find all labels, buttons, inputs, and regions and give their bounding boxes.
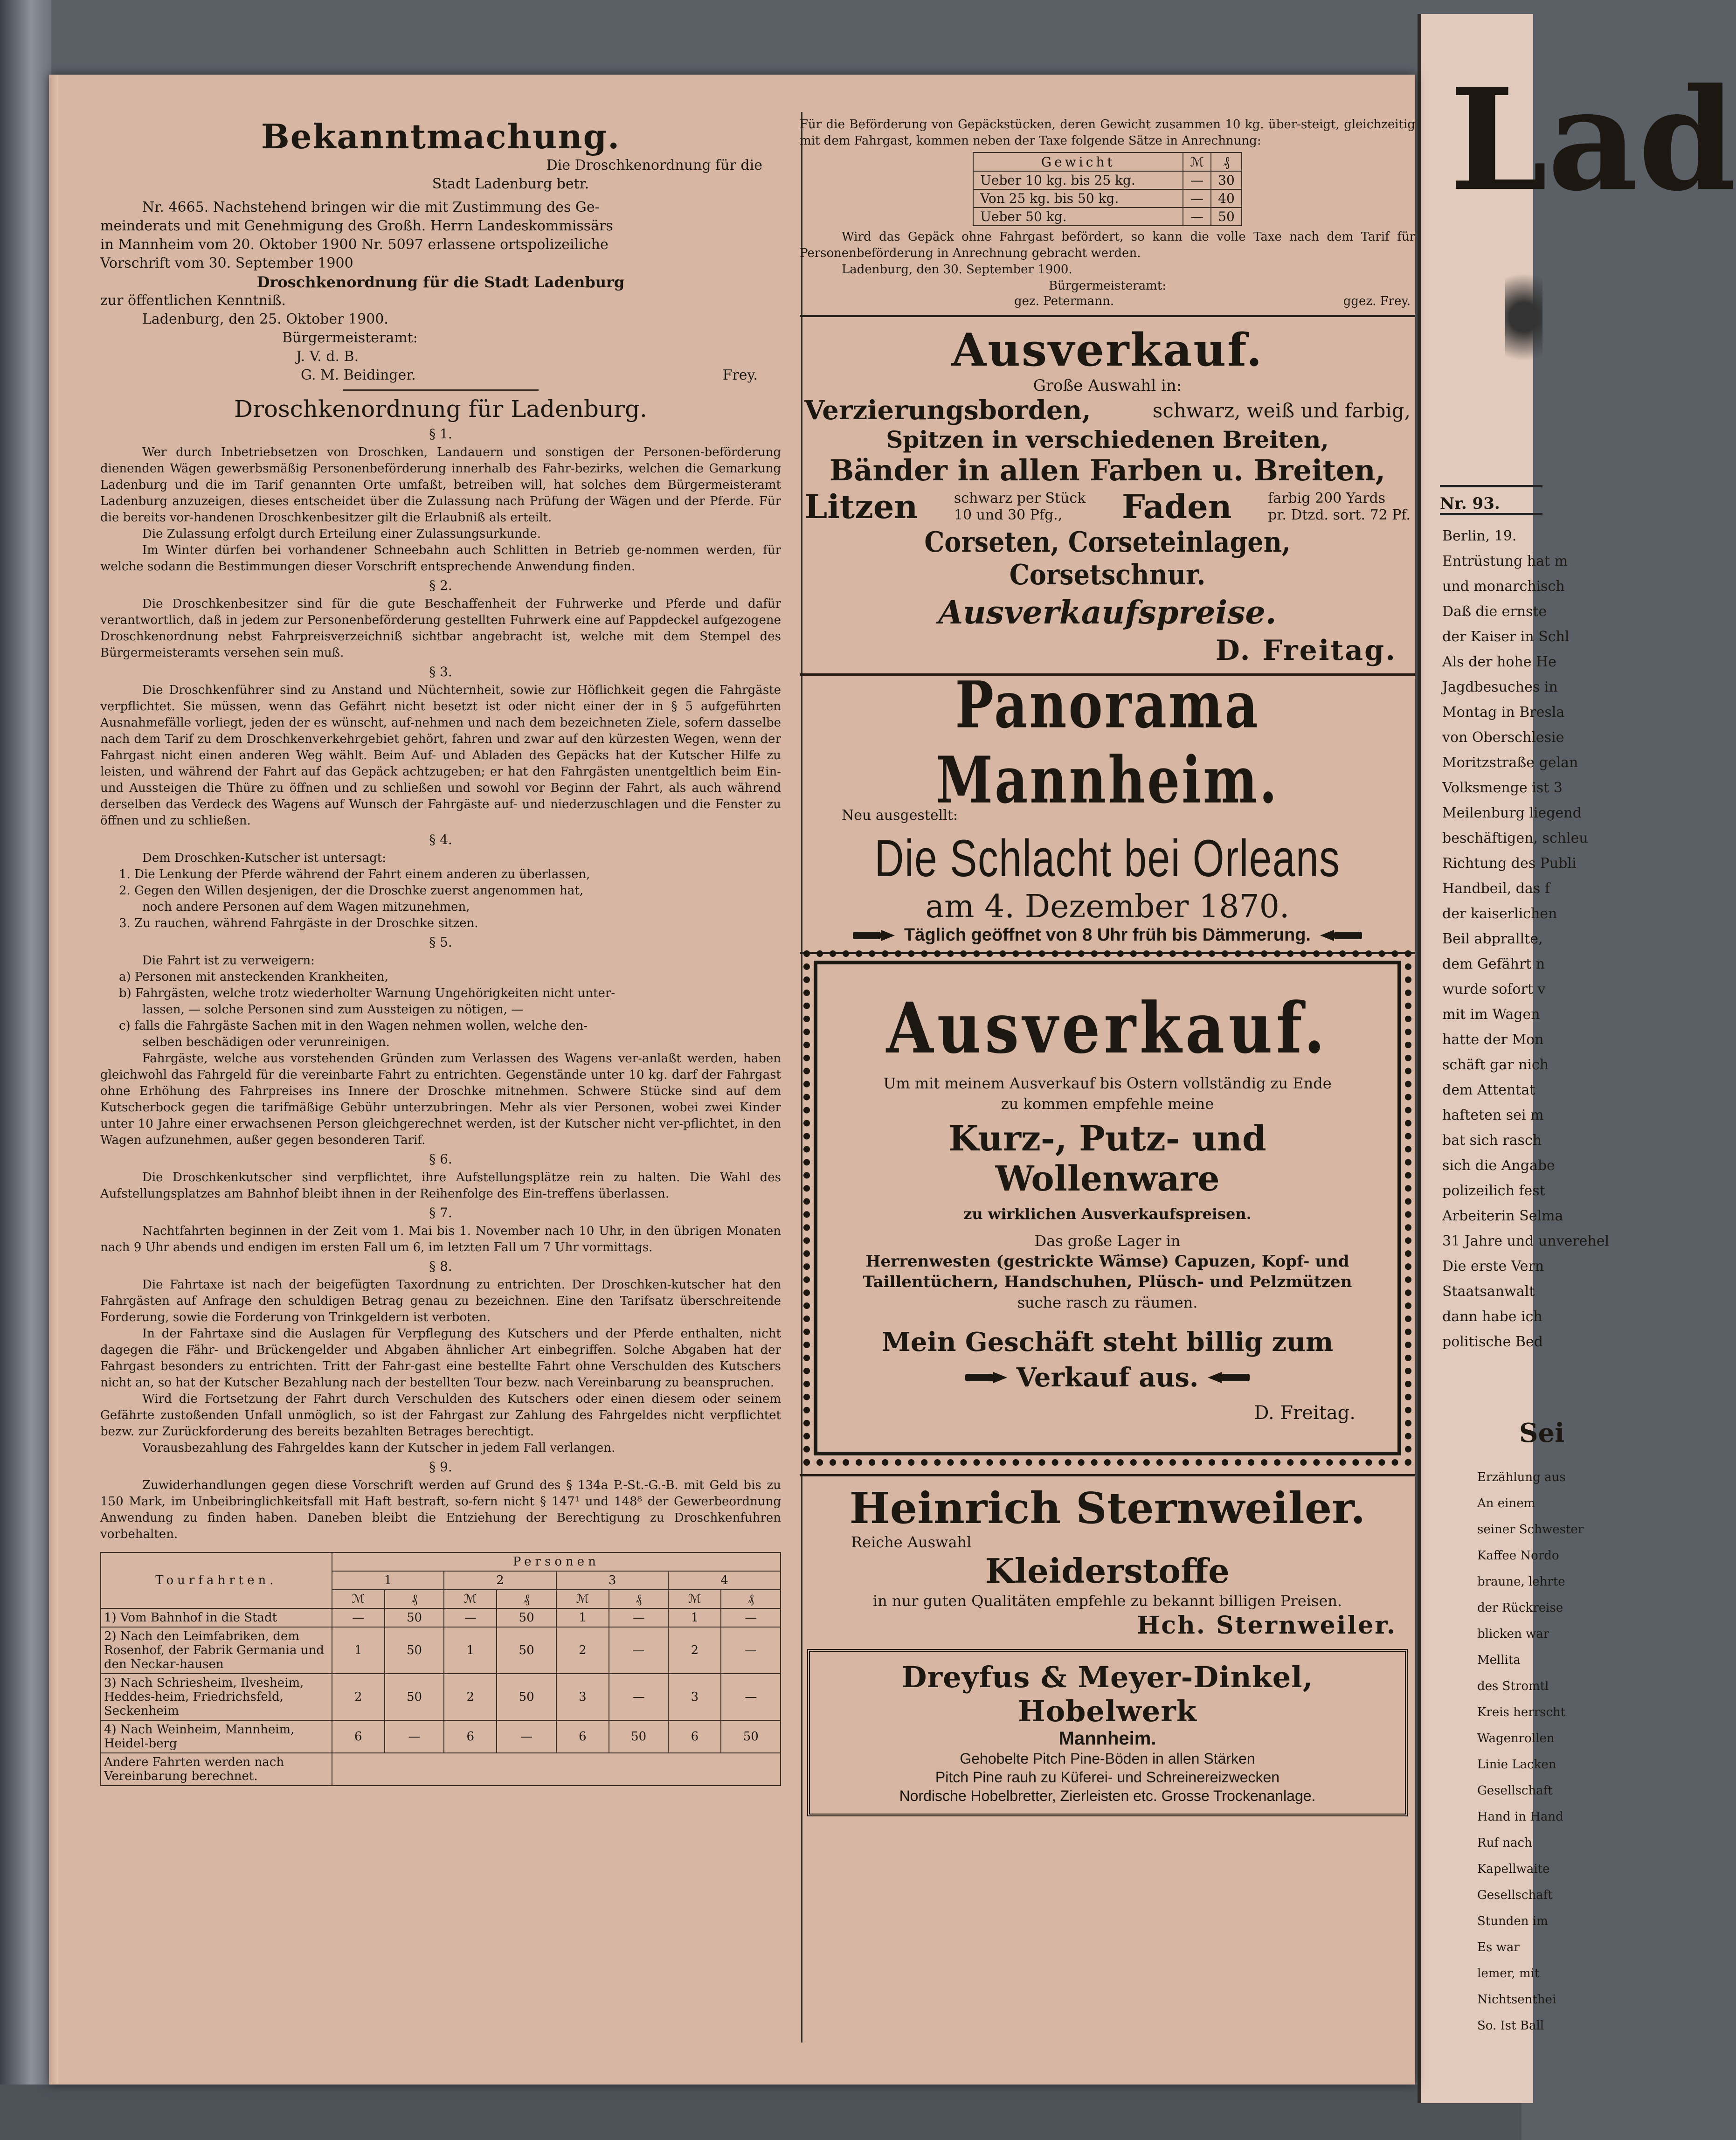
ad2-hours-row xyxy=(800,925,1415,945)
weight-fee: 50 xyxy=(1211,208,1242,226)
fare-cell: 50 xyxy=(385,1627,444,1674)
section-heading: § 4. xyxy=(429,832,452,847)
fare-cell: — xyxy=(609,1608,668,1627)
next-page-line: Volksmenge ist 3 xyxy=(1442,780,1563,796)
section-heading: § 5. xyxy=(429,935,452,950)
list-item: 2. Gegen den Willen desjenigen, der die Droschke zuerst angenommen hat, xyxy=(119,884,584,898)
intro-line: in Mannheim vom 20. Oktober 1900 Nr. 5097 erlassene ortspolizeiliche xyxy=(100,236,609,253)
section-8-paragraph: Wird die Fortsetzung der Fahrt durch Verschulden des Kutschers oder einen diesem oder seinem Gefährte zustoßenden Unfall unmöglich, so ist der Fahrgast zur Zahlung des Fahrgeldes nicht verpflichtet bezw. zur Zurückforderung des bereits bezahlten Betrages berechtigt. xyxy=(100,1392,781,1439)
fare-cell: — xyxy=(721,1627,781,1674)
weight-range: Ueber 10 kg. bis 25 kg. xyxy=(973,171,1183,189)
list-item: 1. Die Lenkung der Pferde während der Fahrt einem anderen zu überlassen, xyxy=(119,867,590,881)
tour-route: 4) Nach Weinheim, Mannheim, Heidel-berg xyxy=(101,1720,332,1753)
next-page-line: hafteten sei m xyxy=(1442,1107,1544,1123)
next-page-line: der Kaiser in Schl xyxy=(1442,629,1570,645)
intro-line: Vorschrift vom 30. September 1900 xyxy=(100,255,353,271)
fare-cell: 6 xyxy=(444,1720,497,1753)
weight-header: Gewicht xyxy=(973,152,1183,171)
section-8-paragraph: In der Fahrtaxe sind die Auslagen für Verpflegung des Kutschers und der Pferde enthalten, nicht dagegen die Fähr- und Brückengelder und Abgaben ähnlicher Art einbegriffen. Solche Abgaben hat der Fahrgast besonders zu entrichten. Tritt der Fahr-gast eine bestellte Fahrt ohne Verschulden des Kutschers nicht an, so hat der Kutscher Bezahlung nach der bestellten Tour bezw. nach Vereinbarung zu beanspruchen. xyxy=(100,1327,781,1390)
person-count: 3 xyxy=(556,1571,669,1590)
fare-cell: 6 xyxy=(668,1720,721,1753)
ad4-goods: Kleiderstoffe xyxy=(985,1551,1230,1591)
ad3-stock: Das große Lager in xyxy=(1034,1232,1181,1250)
pointing-hand-icon xyxy=(853,927,895,944)
next-page-line: wurde sofort v xyxy=(1442,981,1546,997)
fare-cell: 3 xyxy=(556,1674,609,1720)
publicity-line: zur öffentlichen Kenntniß. xyxy=(100,292,286,309)
fare-cell: 50 xyxy=(385,1608,444,1627)
next-page-line: Als der hohe He xyxy=(1442,654,1556,670)
list-item: selben beschädigen oder verunreinigen. xyxy=(142,1035,390,1049)
section-4-intro: Dem Droschken-Kutscher ist untersagt: xyxy=(142,851,386,865)
weight-fee: — xyxy=(1183,208,1211,226)
pfennig-unit: ₰ xyxy=(497,1590,556,1608)
ad3-items-1: Herrenwesten (gestrickte Wämse) Capuzen, Kopf- und xyxy=(865,1252,1349,1271)
tour-route: 1) Vom Bahnhof in die Stadt xyxy=(101,1608,332,1627)
ad3-items-3: suche rasch zu räumen. xyxy=(1017,1294,1198,1311)
ad3-signature: D. Freitag. xyxy=(1254,1402,1356,1424)
ad2-title: Panorama Mannheim. xyxy=(936,667,1279,818)
ad1-lace: Spitzen in verschiedenen Breiten, xyxy=(886,426,1329,453)
ad-ausverkauf-framed xyxy=(814,961,1401,1455)
weight-fee: — xyxy=(1183,189,1211,208)
next-page-line: blicken war xyxy=(1477,1627,1549,1641)
ad2-battle: Die Schlacht bei Orleans xyxy=(874,829,1341,887)
next-page-rule xyxy=(1440,485,1542,487)
fare-cell: — xyxy=(497,1720,556,1753)
fare-cell: 50 xyxy=(609,1720,668,1753)
next-page-line: Die erste Vern xyxy=(1442,1258,1544,1274)
section-4-list xyxy=(100,866,781,932)
fare-cell: — xyxy=(721,1608,781,1627)
ad3-slogan-2: Verkauf aus. xyxy=(1016,1362,1199,1393)
next-page-line: Meilenburg liegend xyxy=(1442,805,1582,821)
next-page-line: Kreis herrscht xyxy=(1477,1705,1566,1719)
section-6-paragraph: Die Droschkenkutscher sind verpflichtet, ihre Aufstellungsplätze rein zu halten. Die Wahl des Aufstellungsplatzes am Bahnhof bleibt ihnen in der Reihenfolge des Ein-treffens überlassen. xyxy=(100,1170,781,1201)
fare-cell: 50 xyxy=(385,1674,444,1720)
person-count: 1 xyxy=(332,1571,444,1590)
baggage-weight-table xyxy=(973,152,1242,226)
section-8-paragraph: Vorausbezahlung des Fahrgeldes kann der Kutscher in jedem Fall verlangen. xyxy=(142,1441,616,1455)
ad3-slogan-1: Mein Geschäft steht billig zum xyxy=(881,1327,1334,1357)
next-page-line: Kapellwaite xyxy=(1477,1862,1550,1876)
next-page-line: von Oberschlesie xyxy=(1442,729,1564,746)
ad1-subtitle: Große Auswahl in: xyxy=(1033,376,1182,395)
left-column xyxy=(100,117,781,1786)
next-page-line: politische Bed xyxy=(1442,1334,1543,1350)
announcement-title: Bekanntmachung. xyxy=(261,117,621,156)
next-page-line: hatte der Mon xyxy=(1442,1032,1544,1048)
ad1-litzen-price-b: 10 und 30 Pfg., xyxy=(954,506,1063,523)
next-page-line: Montag in Bresla xyxy=(1442,704,1565,720)
baggage-office: Bürgermeisteramt: xyxy=(1048,279,1167,293)
weight-range: Von 25 kg. bis 50 kg. xyxy=(973,189,1183,208)
ad4-title: Heinrich Sternweiler. xyxy=(849,1483,1366,1533)
ad5-line-1: Gehobelte Pitch Pine-Böden in allen Stärken xyxy=(960,1750,1255,1767)
next-page-line: Jagdbesuches in xyxy=(1442,679,1558,695)
ad3-title: Ausverkauf. xyxy=(886,987,1329,1069)
office-label: Bürgermeisteramt: xyxy=(282,330,418,346)
pointing-hand-icon xyxy=(965,1369,1007,1386)
ad4-text: in nur guten Qualitäten empfehle zu bekannt billigen Preisen. xyxy=(872,1592,1342,1610)
intro-line: Nr. 4665. Nachstehend bringen wir die mit Zustimmung des Ge- xyxy=(142,199,600,215)
page-edge xyxy=(49,75,58,2085)
fare-cell: 2 xyxy=(668,1627,721,1674)
mark-unit: ℳ xyxy=(332,1590,385,1608)
next-page-line: schäft gar nich xyxy=(1442,1057,1549,1073)
announcement-date: Ladenburg, den 25. Oktober 1900. xyxy=(142,311,388,327)
tour-table-body xyxy=(101,1608,781,1753)
ad1-signature: D. Freitag. xyxy=(1215,634,1397,667)
baggage-signer-2: ggez. Frey. xyxy=(1343,294,1411,308)
fare-cell: 1 xyxy=(556,1608,609,1627)
ad3-text-1: Um mit meinem Ausverkauf bis Ostern vollständig zu Ende xyxy=(883,1074,1332,1092)
ad3-slogan-row xyxy=(841,1362,1374,1393)
fare-cell: 50 xyxy=(497,1608,556,1627)
section-heading: § 8. xyxy=(429,1259,452,1274)
section-heading: § 9. xyxy=(429,1459,452,1475)
next-page-line: So. Ist Ball xyxy=(1477,2019,1544,2033)
weight-fee: 30 xyxy=(1211,171,1242,189)
fare-cell: — xyxy=(609,1627,668,1674)
next-page-line: bat sich rasch xyxy=(1442,1132,1542,1149)
next-page-line: Wagenrollen xyxy=(1477,1731,1555,1745)
section-heading: § 1. xyxy=(429,426,452,442)
ad-divider xyxy=(800,952,1415,954)
section-7-paragraph: Nachtfahrten beginnen in der Zeit vom 1. Mai bis 1. November nach 10 Uhr, in den übrigen Monaten nach 9 Uhr abends und endigen im ersten Fall um 6, im letzten Fall um 7 Uhr vormittags. xyxy=(100,1224,781,1254)
fare-cell: 1 xyxy=(332,1627,385,1674)
ad2-date: am 4. Dezember 1870. xyxy=(925,888,1290,925)
next-page-line: polizeilich fest xyxy=(1442,1183,1545,1199)
persons-header: Personen xyxy=(332,1552,781,1571)
next-page-line: dann habe ich xyxy=(1442,1309,1542,1325)
tour-column-header: Tourfahrten. xyxy=(101,1552,332,1608)
coat-of-arms-icon xyxy=(1505,247,1542,387)
fare-cell: — xyxy=(609,1674,668,1720)
next-page-line: Beil abprallte, xyxy=(1442,931,1543,947)
section-paragraph: Die Droschkenführer sind zu Anstand und Nüchternheit, sowie zur Höflichkeit gegen die Fahrgäste verpflichtet. Sie müssen, wenn das Gefährt nicht besetzt ist oder nicht einer der in § 5 aufgeführten Ausnahmefälle vorliegt, jeden der es wünscht, auf-nehmen und nach dem bezeichneten Ziele, sofern dasselbe nach dem Tarif zu dem Droschkenverkehrgebiet gehört, fahren und zwar auf den kürzesten Wegen, wenn der Fahrgast nicht einen anderen Weg wählt. Beim Auf- und Abladen des Gepäcks hat der Kutscher Hilfe zu leisten, und während der Fahrt auf das Gepäck achtzugeben; er hat den Fahrgästen unentgeltlich beim Ein- und Aussteigen die Thüre zu öffnen und zu schließen und sowohl vor Beginn der Fahrt, als auch während derselben das Verdeck des Wagens auf Wunsch der Fahrgäste auf- und niederzuschlagen und die Fenster zu öffnen und zu schließen. xyxy=(100,683,781,828)
ad1-litzen-faden xyxy=(800,487,1415,526)
section-paragraph: Wer durch Inbetriebsetzen von Droschken, Landauern und sonstigen der Personen-beförderung dienenden Wägen gewerbsmäßig Personenbeförderung innerhalb des Fahr-bezirks, welchen die Gemarkung Ladenburg und die im Tarif genannten Orte umfaßt, betreiben will, hat solches dem Bürgermeisteramt Ladenburg anzuzeigen, dieses entscheidet über die Zulassung nach Prüfung der Wägen und der Pferde. Für die bereits vor-handenen Droschkenbesitzer gilt die Erlaubniß als erteilt. xyxy=(100,445,781,525)
ad5-line-3: Nordische Hobelbretter, Zierleisten etc. Grosse Trockenanlage. xyxy=(899,1787,1316,1804)
signature-row xyxy=(100,366,781,385)
next-page-line: Mellita xyxy=(1477,1653,1521,1667)
ad1-faden-price-a: farbig 200 Yards xyxy=(1268,490,1386,506)
ad1-faden-price xyxy=(1268,490,1411,524)
fare-cell: 3 xyxy=(668,1674,721,1720)
fare-cell: 2 xyxy=(444,1674,497,1720)
weight-fee: 40 xyxy=(1211,189,1242,208)
fare-cell: 50 xyxy=(721,1720,781,1753)
scanner-frame-bottom xyxy=(0,2085,1522,2140)
next-page-line: Linie Lacken xyxy=(1477,1758,1556,1772)
ad1-line-1 xyxy=(800,395,1415,426)
next-page-edge xyxy=(1418,14,1736,2103)
pfennig-unit: ₰ xyxy=(721,1590,781,1608)
list-item: lassen, — solche Personen sind zum Aussteigen zu nötigen, — xyxy=(142,1003,524,1017)
ad2-subtitle: Neu ausgestellt: xyxy=(842,807,958,824)
ad-sternweiler xyxy=(800,1483,1415,1640)
next-page-line: Stunden im xyxy=(1477,1914,1548,1928)
next-page-line: Ruf nach xyxy=(1477,1836,1532,1850)
mark-unit: ℳ xyxy=(444,1590,497,1608)
fare-cell: 1 xyxy=(444,1627,497,1674)
next-page-line: dem Attentat xyxy=(1442,1082,1535,1098)
next-page-line: Kaffee Nordo xyxy=(1477,1549,1559,1563)
table-row xyxy=(101,1674,781,1720)
ad5-city: Mannheim. xyxy=(1058,1728,1156,1749)
next-page-line: Berlin, 19. xyxy=(1442,528,1517,544)
next-page-line: Arbeiterin Selma xyxy=(1442,1208,1563,1224)
tour-route: 2) Nach den Leimfabriken, dem Rosenhof, der Fabrik Germania und den Neckar-hausen xyxy=(101,1627,332,1674)
next-page-line: Gesellschaft xyxy=(1477,1784,1553,1798)
announcement-subject: Stadt Ladenburg betr. xyxy=(432,176,589,192)
ad3-items-2: Taillentüchern, Handschuhen, Plüsch- und Pelzmützen xyxy=(863,1273,1352,1291)
next-page-line: Entrüstung hat m xyxy=(1442,553,1568,569)
next-page-line: seiner Schwester xyxy=(1477,1523,1584,1537)
ad4-subtitle: Reiche Auswahl xyxy=(851,1533,972,1551)
next-page-line: Nichtsenthei xyxy=(1477,1993,1556,2007)
ad2-hours: Täglich geöffnet von 8 Uhr früh bis Dämmerung. xyxy=(904,925,1311,945)
divider xyxy=(343,389,539,391)
fare-cell: 2 xyxy=(332,1674,385,1720)
list-item: c) falls die Fahrgäste Sachen mit in den Wagen nehmen wollen, welche den- xyxy=(119,1019,588,1033)
ad1-corsets: Corseten, Corseteinlagen, Corsetschnur. xyxy=(924,526,1291,591)
section-heading: § 2. xyxy=(429,578,452,593)
next-page-line: Handbeil, das f xyxy=(1442,880,1550,897)
next-page-line: mit im Wagen xyxy=(1442,1006,1540,1023)
section-5-intro: Die Fahrt ist zu verweigern: xyxy=(142,954,315,968)
fare-cell: — xyxy=(385,1720,444,1753)
next-page-line: Es war xyxy=(1477,1940,1520,1954)
fare-cell: — xyxy=(332,1608,385,1627)
ad1-faden-price-b: pr. Dtzd. sort. 72 Pf. xyxy=(1268,506,1411,523)
next-page-headline: Sei xyxy=(1519,1418,1565,1448)
ad1-borders: Verzierungsborden, xyxy=(804,395,1091,426)
ad3-goods: Kurz-, Putz- und Wollenware xyxy=(948,1119,1266,1199)
next-page-line: Daß die ernste xyxy=(1442,603,1547,620)
ad3-prices: zu wirklichen Ausverkaufspreisen. xyxy=(963,1205,1252,1223)
next-page-line: braune, lehrte xyxy=(1477,1575,1565,1589)
list-item: 3. Zu rauchen, während Fahrgäste in der Droschke sitzen. xyxy=(119,916,478,930)
ad1-sale-prices: Ausverkaufspreise. xyxy=(938,594,1277,631)
next-page-rule xyxy=(1440,513,1542,515)
fare-cell: 6 xyxy=(556,1720,609,1753)
ad-ausverkauf-freitag xyxy=(800,324,1415,667)
intro-line: meinderats und mit Genehmigung des Großh. Herrn Landeskommissärs xyxy=(100,218,613,234)
person-count: 4 xyxy=(668,1571,781,1590)
next-page-line: Moritzstraße gelan xyxy=(1442,755,1578,771)
next-page-line: lemer, mit xyxy=(1477,1967,1540,1981)
pfennig-header: ₰ xyxy=(1211,152,1242,171)
proxy-label: J. V. d. B. xyxy=(296,348,359,365)
pfennig-unit: ₰ xyxy=(385,1590,444,1608)
list-item: a) Personen mit ansteckenden Krankheiten, xyxy=(119,970,388,984)
section-9-paragraph: Zuwiderhandlungen gegen diese Vorschrift werden auf Grund des § 134a P.-St.-G.-B. mit Geld bis zu 150 Mark, im Unbeibringlichkeitsfall mit Haft bestraft, so-fern nicht § 147¹ und 148⁸ der Gewerbeordnung Anwendung zu finden haben. Daneben bleibt die Entziehung der Berechtigung zu Droschkenfuhren vorbehalten. xyxy=(100,1478,781,1541)
ad1-title: Ausverkauf. xyxy=(951,324,1264,376)
pfennig-unit: ₰ xyxy=(609,1590,668,1608)
list-item: b) Fahrgästen, welche trotz wiederholter Warnung Ungehörigkeiten nicht unter- xyxy=(119,986,616,1000)
pointing-hand-icon xyxy=(1208,1369,1250,1386)
next-page-line: Gesellschaft xyxy=(1477,1888,1553,1902)
next-page-line: An einem xyxy=(1477,1496,1535,1510)
next-page-line: dem Gefährt n xyxy=(1442,956,1545,972)
next-page-line: Richtung des Publi xyxy=(1442,855,1577,872)
baggage-intro: Für die Beförderung von Gepäckstücken, deren Gewicht zusammen 10 kg. über-steigt, gleichzeitig mit dem Fahrgast, kommen neben der Taxe folgende Sätze in Anrechnung: xyxy=(800,118,1415,148)
weight-fee: — xyxy=(1183,171,1211,189)
next-page-line: beschäftigen, schleu xyxy=(1442,830,1588,846)
ad-divider xyxy=(800,315,1415,317)
table-row xyxy=(973,171,1242,189)
section-paragraph: Im Winter dürfen bei vorhandener Schneebahn auch Schlitten in Betrieb ge-nommen werden, für welche sodann die Bestimmungen dieser Vorschrift entsprechende Anwendung finden. xyxy=(100,543,781,574)
ad1-borders-colors: schwarz, weiß und farbig, xyxy=(1152,399,1411,422)
ad1-faden: Faden xyxy=(1121,487,1232,526)
list-item: noch andere Personen auf dem Wagen mitzunehmen, xyxy=(142,900,470,914)
fare-cell: 50 xyxy=(497,1674,556,1720)
baggage-note: Wird das Gepäck ohne Fahrgast befördert, so kann die volle Taxe nach dem Tarif für Personenbeförderung in Anrechnung gebracht werden. xyxy=(800,230,1415,260)
mark-unit: ℳ xyxy=(556,1590,609,1608)
tour-fare-table xyxy=(100,1552,781,1786)
ad-dreyfus-meyer-dinkel xyxy=(807,1649,1408,1816)
weight-table-body xyxy=(973,171,1242,226)
fare-cell: 50 xyxy=(497,1627,556,1674)
pointing-hand-icon xyxy=(1320,927,1362,944)
mark-header: ℳ xyxy=(1183,152,1211,171)
person-count: 2 xyxy=(444,1571,556,1590)
next-page-line: des Stromtl xyxy=(1477,1679,1549,1693)
ad5-title: Dreyfus & Meyer-Dinkel, Hobelwerk xyxy=(901,1660,1314,1728)
baggage-date: Ladenburg, den 30. September 1900. xyxy=(842,263,1072,277)
table-row xyxy=(101,1627,781,1674)
ad-divider xyxy=(800,1474,1415,1476)
tour-route: 3) Nach Schriesheim, Ilvesheim, Heddes-heim, Friedrichsfeld, Seckenheim xyxy=(101,1674,332,1720)
fare-cell: 6 xyxy=(332,1720,385,1753)
signer-right: Frey. xyxy=(722,367,758,383)
next-page-line: Erzählung aus xyxy=(1477,1470,1566,1484)
next-page-line: Staatsanwalt xyxy=(1442,1283,1535,1300)
next-page-line: 31 Jahre und unverehel xyxy=(1442,1233,1610,1249)
section-heading: § 6. xyxy=(429,1151,452,1167)
scanner-frame-left xyxy=(0,0,51,2140)
ad1-ribbons: Bänder in allen Farben u. Breiten, xyxy=(829,453,1386,487)
ad4-signature: Hch. Sternweiler. xyxy=(1137,1611,1397,1640)
ad1-litzen: Litzen xyxy=(804,487,918,526)
section-heading: § 3. xyxy=(429,664,452,679)
next-page-line: der kaiserlichen xyxy=(1442,906,1557,922)
table-row xyxy=(973,189,1242,208)
next-page-issue-number: Nr. 93. xyxy=(1440,494,1500,513)
fare-cell: — xyxy=(444,1608,497,1627)
ordinance-sections xyxy=(100,426,781,829)
section-paragraph: Die Droschkenbesitzer sind für die gute Beschaffenheit der Fuhrwerke und Pferde und dafür verantwortlich, daß in jedem zur Personenbeförderung gestellten Fuhrwerk eine auf Pappdeckel aufgezogene Droschkenordnung nebst Fahrpreisverzeichniß sichtbar angebracht ist, welche mit dem Stempel des Bürgermeisteramts versehen sein muß. xyxy=(100,597,781,660)
fare-cell: 2 xyxy=(556,1627,609,1674)
baggage-signature-row xyxy=(800,294,1415,308)
fare-cell: 1 xyxy=(668,1608,721,1627)
section-heading: § 7. xyxy=(429,1205,452,1220)
table-row xyxy=(101,1720,781,1753)
section-5-paragraph: Fahrgäste, welche aus vorstehenden Gründen zum Verlassen des Wagens ver-anlaßt werden, haben gleichwohl das Fahrgeld für die vereinbarte Fahrt zu entrichten. Gegenstände unter 10 kg. darf der Fahrgast ohne Erhöhung des Fahrpreises ins Innere der Droschke mitnehmen. Schwere Stücke sind auf dem Kutscherbock gegen die tarifmäßige Gebühr unterzubringen. Mehr als vier Personen, wobei zwei Kinder unter 10 Jahre einer erwachsenen Person gleichgerechnet werden, ist der Kutscher nicht ver-pflichtet, in den Wagen aufzunehmen, außer gegen besonderen Tarif. xyxy=(100,1052,781,1147)
mark-unit: ℳ xyxy=(668,1590,721,1608)
signer-left: G. M. Beidinger. xyxy=(301,367,416,383)
table-row xyxy=(101,1608,781,1627)
ad3-text-2: zu kommen empfehle meine xyxy=(1001,1095,1214,1113)
section-paragraph: Die Zulassung erfolgt durch Erteilung einer Zulassungsurkunde. xyxy=(142,527,541,541)
tour-footer: Andere Fahrten werden nach Vereinbarung berechnet. xyxy=(101,1753,332,1786)
ad5-line-2: Pitch Pine rauh zu Küferei- und Schreinereizwecken xyxy=(935,1769,1280,1786)
ordinance-name: Droschkenordnung für die Stadt Ladenburg xyxy=(256,273,625,291)
fare-cell: — xyxy=(721,1674,781,1720)
ad-panorama-mannheim xyxy=(800,667,1415,945)
tour-footer-empty xyxy=(332,1753,781,1786)
announcement-intro xyxy=(100,198,781,273)
table-row xyxy=(973,208,1242,226)
weight-range: Ueber 50 kg. xyxy=(973,208,1183,226)
announcement-subject: Die Droschkenordnung für die xyxy=(546,157,762,173)
next-page-line: der Rückreise xyxy=(1477,1601,1563,1615)
section-5-list xyxy=(100,969,781,1051)
next-page-line: sich die Angabe xyxy=(1442,1157,1555,1174)
next-page-line: und monarchisch xyxy=(1442,578,1565,595)
next-page-line: Hand in Hand xyxy=(1477,1810,1563,1824)
baggage-signer: gez. Petermann. xyxy=(1014,294,1114,308)
right-column xyxy=(800,117,1415,1816)
ordinance-title: Droschkenordnung für Ladenburg. xyxy=(234,395,647,422)
ad1-litzen-price-a: schwarz per Stück xyxy=(954,490,1086,506)
next-page-masthead: Lad xyxy=(1449,57,1736,222)
section-8-paragraph: Die Fahrtaxe ist nach der beigefügten Taxordnung zu entrichten. Der Droschken-kutscher hat den Fahrgästen auf Anfrage den schuldigen Betrag genau zu bezeichnen. Eine den Tarifsatz überschreitende Forderung, sowie die Forderung von Trinkgeldern ist verboten. xyxy=(100,1278,781,1324)
ad1-litzen-price xyxy=(954,490,1086,524)
